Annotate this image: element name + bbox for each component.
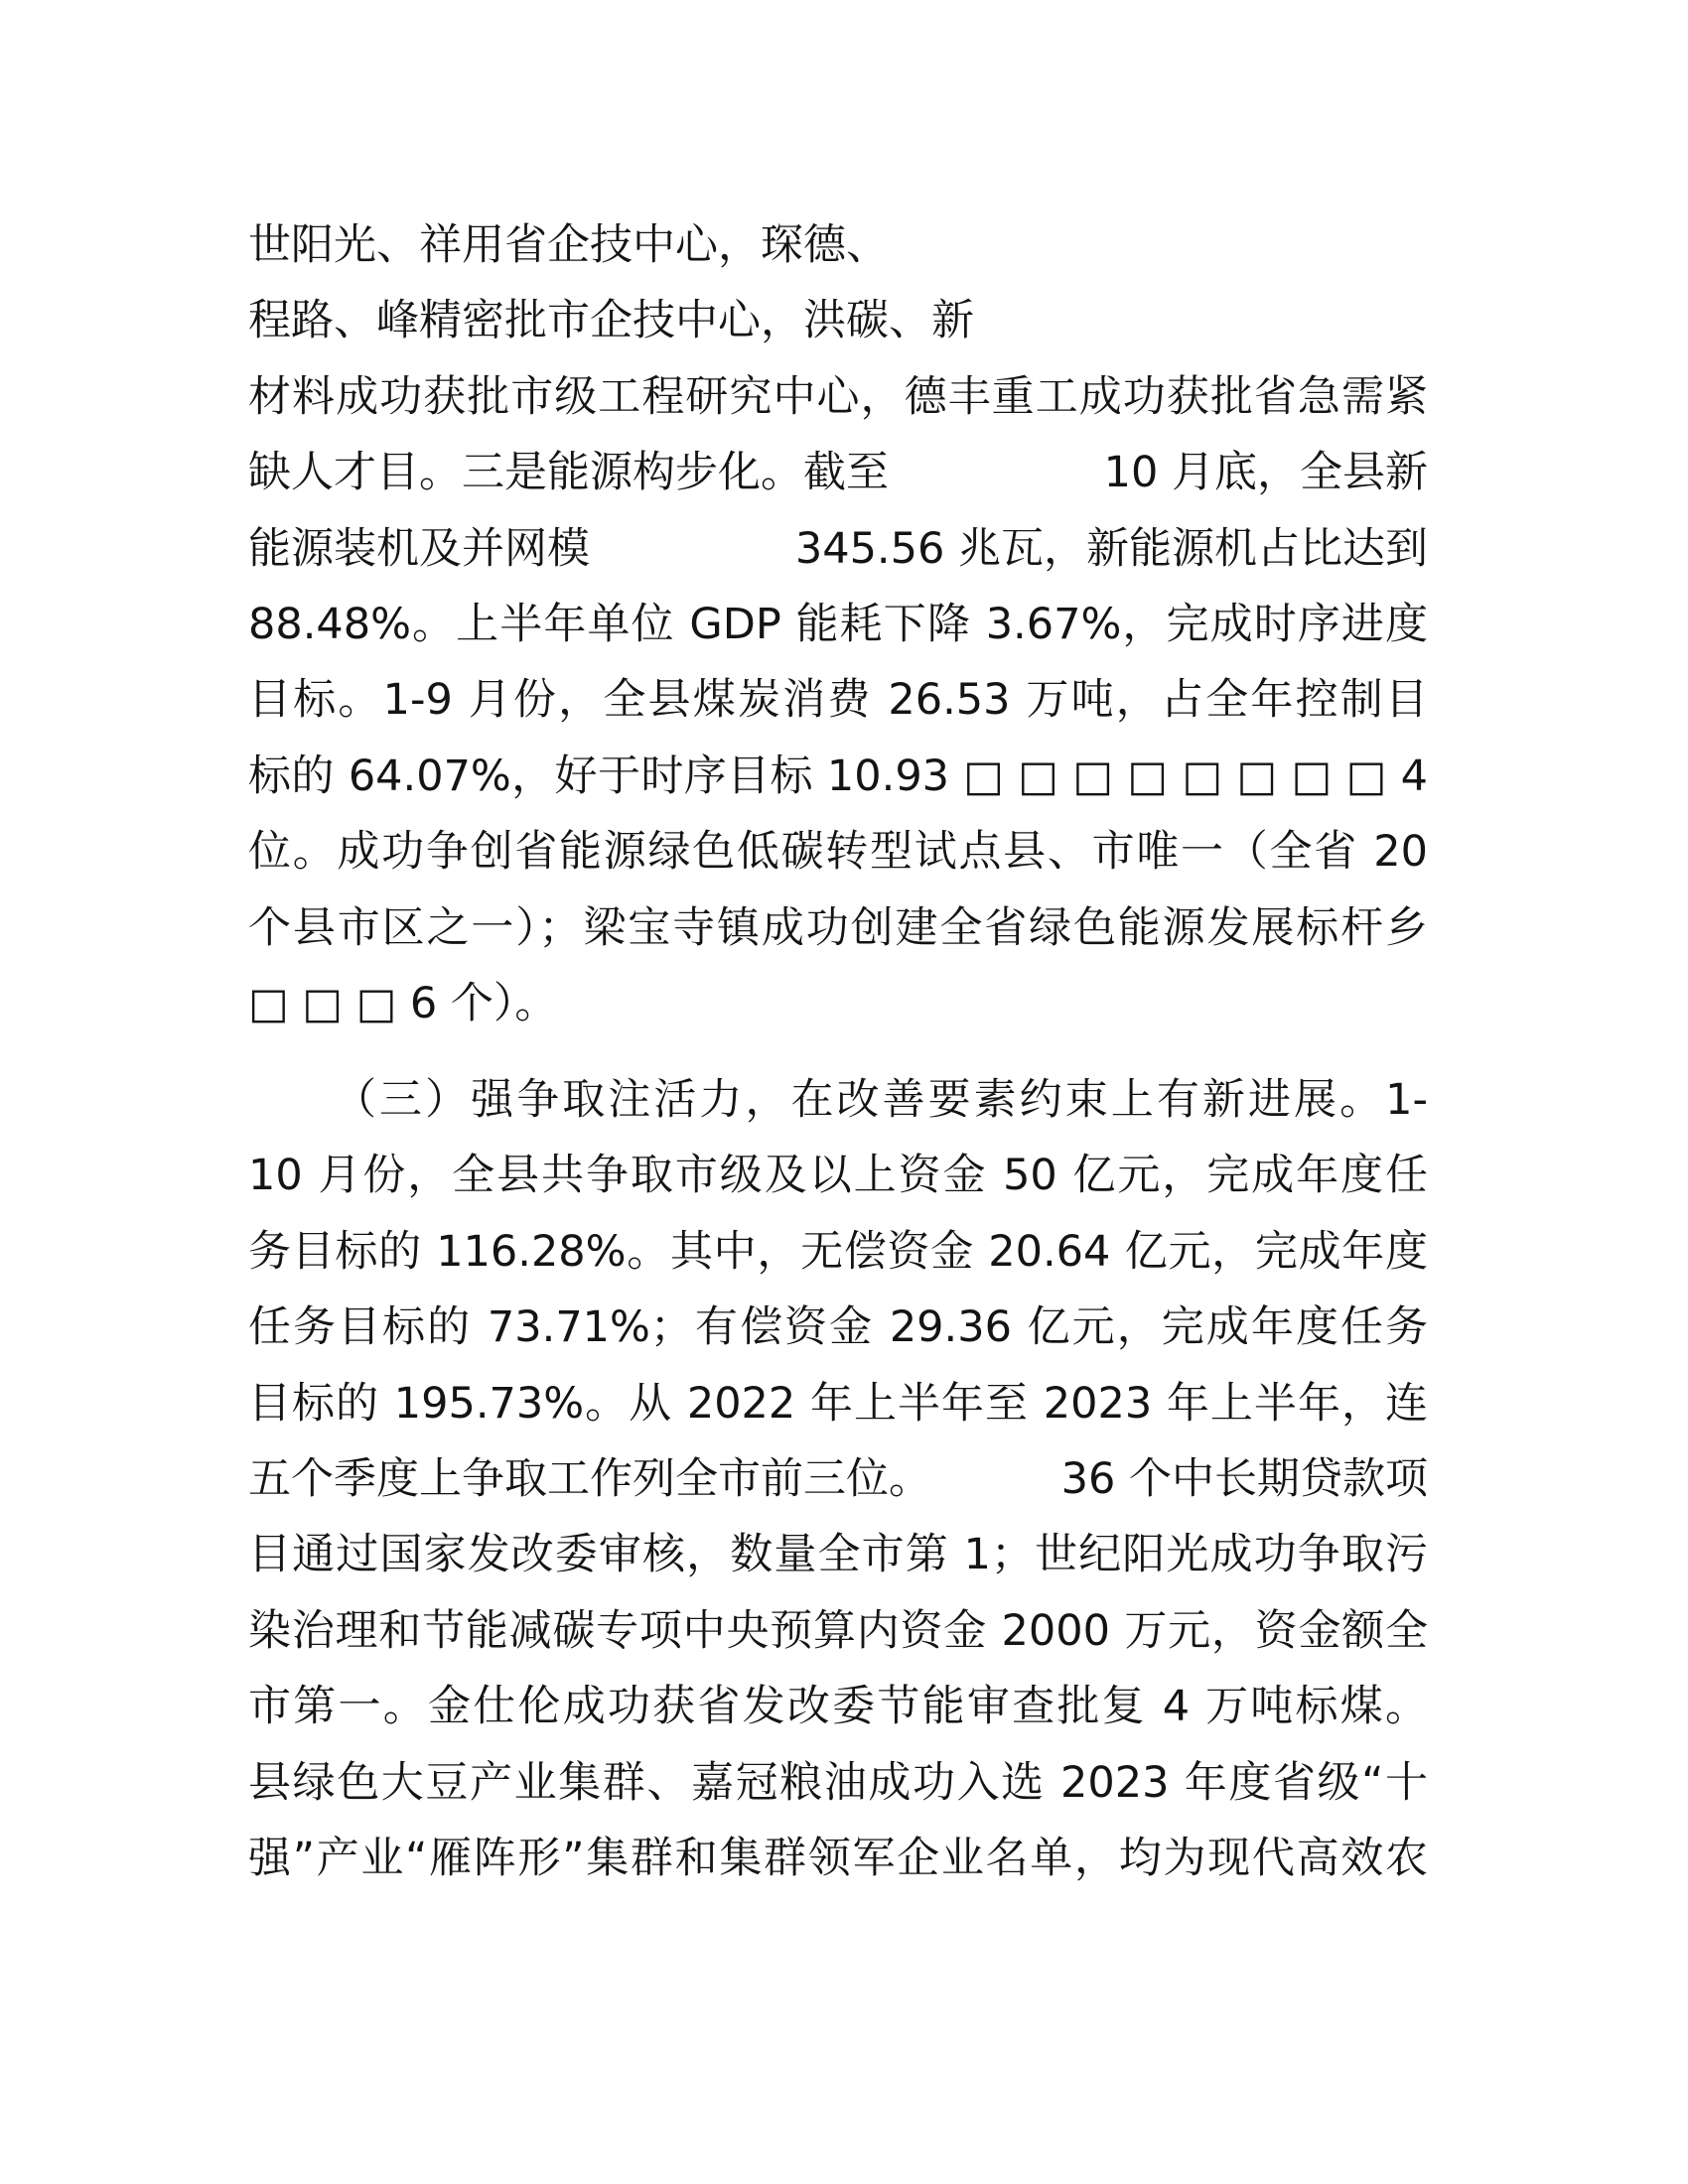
text-line: 染治理和节能减碳专项中央预算内资金 2000 万元，资金额全 — [248, 1605, 1428, 1656]
text-line: 材料成功获批市级工程研究中心，德丰重工成功获批省急需紧 — [248, 371, 1428, 422]
text-line — [248, 1441, 1428, 1517]
text-line: 10 月份，全县共争取市级及以上资金 50 亿元，完成年度任 — [248, 1151, 1428, 1201]
text-line: 县绿色大豆产业集群、嘉冠粮油成功入选 2023 年度省级“十 — [248, 1757, 1428, 1808]
text-line: 目通过国家发改委审核，数量全市第 1；世纪阳光成功争取污 — [248, 1530, 1428, 1580]
paragraph — [248, 207, 1428, 1041]
text-line: 市第一。金仕伦成功获省发改委节能审查批复 4 万吨标煤。 — [248, 1682, 1428, 1732]
text-line-segment: 345.56 兆瓦，新能源机占比达到 — [794, 523, 1428, 574]
text-line: 任务目标的 73.71%；有偿资金 29.36 亿元，完成年度任务 — [248, 1302, 1428, 1353]
text-line: 程路、峰精密批市企技中心，洪碳、新 — [248, 296, 974, 346]
text-line: 目标的 195.73%。从 2022 年上半年至 2023 年上半年，连 — [248, 1378, 1428, 1429]
text-line: 个县市区之一）；梁宝寺镇成功创建全省绿色能源发展标杆乡 — [248, 902, 1428, 953]
text-line: 世阳光、祥用省企技中心，琛德、 — [248, 220, 889, 270]
text-line-segment: 10 月底，全县新 — [1103, 448, 1428, 498]
text-line-segment: 缺人才目。三是能源构步化。截至 — [248, 448, 889, 498]
text-line — [248, 435, 1428, 510]
text-line: □ □ □ 6 个）。 — [248, 978, 558, 1028]
text-line: 强”产业“雁阵形”集群和集群领军企业名单，均为现代高效农 — [248, 1833, 1428, 1883]
text-line-segment: 能源装机及并网模 — [248, 523, 590, 574]
text-line-segment: 五个季度上争取工作列全市前三位。 — [248, 1453, 931, 1504]
text-line: 88.48%。上半年单位 GDP 能耗下降 3.67%，完成时序进度 — [248, 599, 1428, 649]
paragraph — [248, 1062, 1428, 1896]
text-line — [248, 511, 1428, 587]
text-line: （三）强争取注活力，在改善要素约束上有新进展。1- — [334, 1075, 1428, 1125]
text-line: 务目标的 116.28%。其中，无偿资金 20.64 亿元，完成年度 — [248, 1226, 1428, 1277]
text-line: 目标。1-9 月份，全县煤炭消费 26.53 万吨，占全年控制目 — [248, 675, 1428, 726]
text-line: 位。成功争创省能源绿色低碳转型试点县、市唯一（全省 20 — [248, 827, 1428, 878]
text-line-segment: 36 个中长期贷款项 — [1060, 1453, 1428, 1504]
text-line: 标的 64.07%，好于时序目标 10.93 □ □ □ □ □ □ □ □ 4 — [248, 751, 1428, 801]
